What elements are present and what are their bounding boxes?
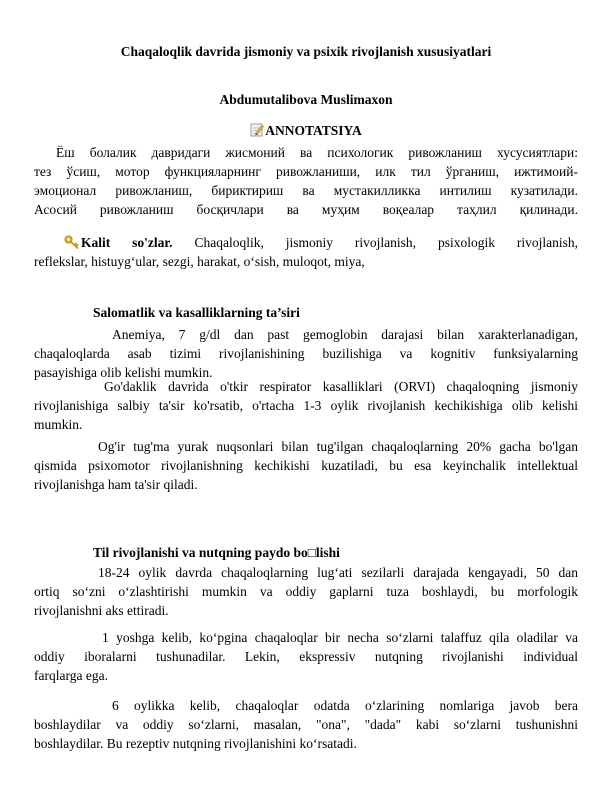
keywords-text: Chaqaloqlik, jismoniy rivojlanish, psixologik rivojlanish, bbox=[194, 235, 578, 250]
paragraph-line: pasayishiga olib kelishi mumkin. bbox=[34, 365, 213, 380]
paragraph-line: mumkin. bbox=[34, 417, 83, 432]
document-title: Chaqaloqlik davrida jismoniy va psixik rivojlanish xususiyatlari bbox=[120, 44, 492, 59]
annotation-line: Асосий ривожланиш босқичлари ва муҳим воқеалар таҳлил қилинади. bbox=[34, 202, 578, 217]
annotation-line: Ёш болалик давридаги жисмоний ва психологик ривожланиш хусусиятлари: bbox=[56, 145, 578, 160]
section-heading-language: Til rivojlanishi va nutqning paydo bo□lishi bbox=[93, 545, 340, 560]
annotation-line: тез ўсиш, мотор функцияларнинг ривожланиши, илк тил ўрганиш, ижтимоий- bbox=[34, 164, 578, 179]
author-name: Abdumutalibova Muslimaxon bbox=[219, 92, 393, 107]
section-heading-health: Salomatlik va kasalliklarning ta’siri bbox=[93, 305, 300, 320]
paragraph-six-months bbox=[34, 696, 578, 753]
paragraph-line: qismida psixomotor rivojlanishning kechikishi kuzatiladi, bu esa keyinchalik intellektual bbox=[34, 458, 578, 473]
paragraph-line: 1 yoshga kelib, ko‘pgina chaqaloqlar bir necha so‘zlarni talaffuz qila oladilar va bbox=[102, 630, 578, 645]
paragraph-line: 6 oylikka kelib, chaqaloqlar odatda o‘zlarining nomlariga javob bera bbox=[112, 698, 578, 713]
paragraph-line: rivojlanishni aks ettiradi. bbox=[34, 603, 169, 618]
paragraph-line: rivojlanishga ham ta'sir qiladi. bbox=[34, 477, 198, 492]
paragraph-vocabulary bbox=[34, 563, 578, 620]
annotation-paragraph bbox=[34, 143, 578, 219]
keywords-line: reflekslar, histuyg‘ular, sezgi, harakat, o‘sish, muloqot, miya, bbox=[34, 254, 365, 269]
paragraph-line: Go'daklik davrida o'tkir respirator kasalliklari (ORVI) chaqaloqning jismoniy bbox=[104, 379, 578, 394]
paragraph-orvi bbox=[34, 377, 578, 434]
paragraph-line: Anemiya, 7 g/dl dan past gemoglobin darajasi bilan xarakterlanadigan, bbox=[112, 327, 578, 342]
paragraph-line: rivojlanishiga salbiy ta'sir ko'rsatib, o'rtacha 1-3 oylik rivojlanish kechikishiga olib kelishi bbox=[34, 398, 578, 413]
paragraph-line: boshlaydilar. Bu rezeptiv nutqning rivojlanishini ko‘rsatadi. bbox=[34, 736, 357, 751]
paragraph-anemia bbox=[34, 325, 578, 382]
annotation-line: эмоционал ривожланиш, бириктириш ва мустакилликка интилиш кузатилади. bbox=[34, 183, 578, 198]
paragraph-line: 18-24 oylik davrda chaqaloqlarning lug‘ati sezilarli darajada kengayadi, 50 dan bbox=[98, 565, 578, 580]
memo-icon bbox=[250, 122, 264, 137]
paragraph-heart-defects bbox=[34, 437, 578, 494]
annotation-heading-row bbox=[0, 122, 612, 139]
keywords-line bbox=[34, 233, 578, 252]
paragraph-line: ortiq so‘zni o‘zlashtirishi mumkin va oddiy gaplarni tuza boshlaydi, bu morfologik bbox=[34, 584, 578, 599]
paragraph-line: Og'ir tug'ma yurak nuqsonlari bilan tug'ilgan chaqaloqlarning 20% gacha bo'lgan bbox=[98, 439, 578, 454]
paragraph-line: oddiy iboralarni tushunadilar. Lekin, ekspressiv nutqning rivojlanishi individual bbox=[34, 649, 578, 664]
annotation-heading: ANNOTATSIYA bbox=[265, 123, 362, 138]
keywords-paragraph bbox=[34, 233, 578, 271]
paragraph-first-words bbox=[34, 628, 578, 685]
keywords-label: Kalit so'zlar. bbox=[81, 235, 173, 250]
paragraph-line: boshlaydilar va oddiy so‘zlarni, masalan, "ona", "dada" kabi so‘zlarni tushunishni bbox=[34, 717, 578, 732]
paragraph-line: chaqaloqlarda asab tizimi rivojlanishining buzilishiga va kognitiv funksiyalarning bbox=[34, 346, 578, 361]
paragraph-line: farqlarga ega. bbox=[34, 668, 108, 683]
key-icon bbox=[64, 235, 79, 249]
